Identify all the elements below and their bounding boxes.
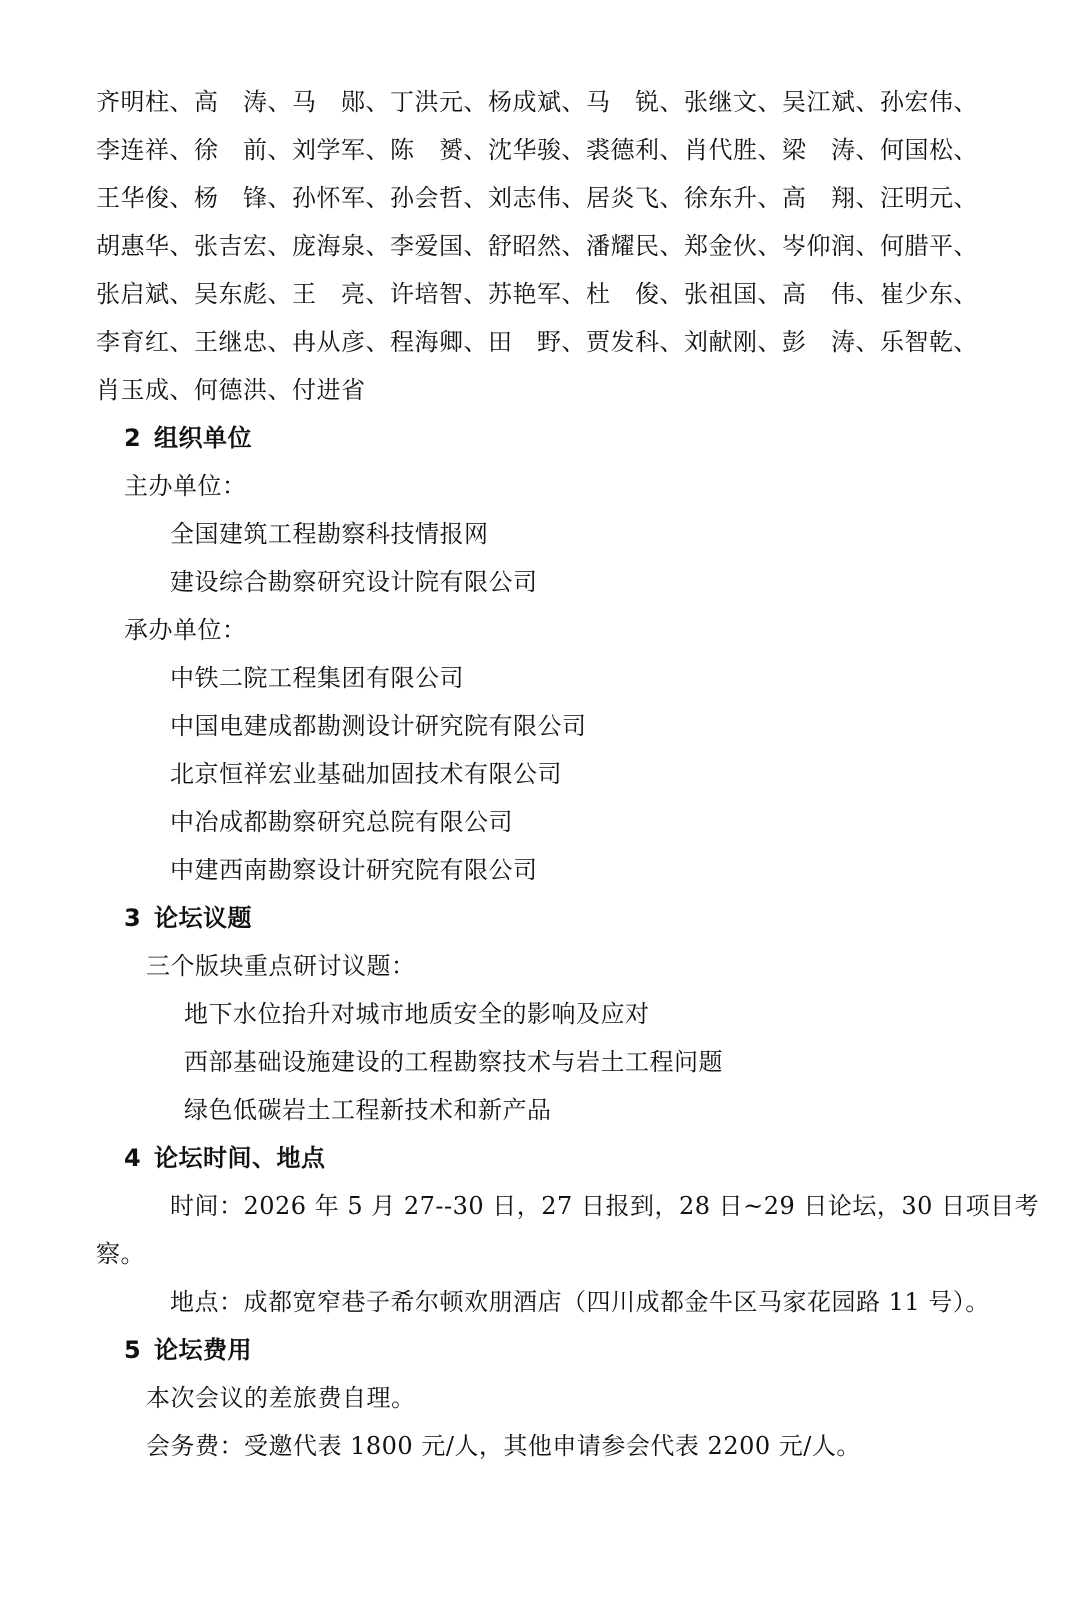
names-line: 齐明柱、高 涛、马 郧、丁洪元、杨成斌、马 锐、张继文、吴江斌、孙宏伟、	[96, 88, 978, 116]
section-number: 4	[124, 1144, 142, 1172]
organizer-item: 中铁二院工程集团有限公司	[170, 664, 464, 692]
names-line: 王华俊、杨 锋、孙怀军、孙会哲、刘志伟、居炎飞、徐东升、高 翔、汪明元、	[96, 184, 978, 212]
section-heading-topics	[124, 902, 252, 934]
names-line: 胡惠华、张吉宏、庞海泉、李爱国、舒昭然、潘耀民、郑金伙、岑仰润、何腊平、	[96, 232, 978, 260]
section-title: 论坛时间、地点	[154, 1144, 326, 1172]
section-number: 3	[124, 904, 142, 932]
section-heading-fees	[124, 1334, 252, 1366]
organizer-item: 中冶成都勘察研究总院有限公司	[170, 808, 513, 836]
section-number: 2	[124, 424, 142, 452]
organizer-item: 北京恒祥宏业基础加固技术有限公司	[170, 760, 562, 788]
place-line: 地点：成都宽窄巷子希尔顿欢朋酒店（四川成都金牛区马家花园路 11 号）。	[170, 1288, 990, 1316]
section-title: 组织单位	[154, 424, 252, 452]
host-label: 主办单位：	[124, 472, 247, 500]
topic-item: 绿色低碳岩土工程新技术和新产品	[184, 1096, 552, 1124]
host-item: 全国建筑工程勘察科技情报网	[170, 520, 489, 548]
time-line: 时间：2026 年 5 月 27--30 日，27 日报到，28 日~29 日论坛，30 日项目考	[170, 1192, 1040, 1220]
host-item: 建设综合勘察研究设计院有限公司	[170, 568, 538, 596]
section-number: 5	[124, 1336, 142, 1364]
names-line: 李连祥、徐 前、刘学军、陈 赟、沈华骏、裘德利、肖代胜、梁 涛、何国松、	[96, 136, 978, 164]
travel-cost-line: 本次会议的差旅费自理。	[146, 1384, 416, 1412]
topic-item: 地下水位抬升对城市地质安全的影响及应对	[184, 1000, 650, 1028]
section-heading-time-place	[124, 1142, 326, 1174]
names-line: 张启斌、吴东彪、王 亮、许培智、苏艳军、杜 俊、张祖国、高 伟、崔少东、	[96, 280, 978, 308]
conference-fee-line: 会务费：受邀代表 1800 元/人，其他申请参会代表 2200 元/人。	[146, 1432, 861, 1460]
section-title: 论坛议题	[154, 904, 252, 932]
names-line: 肖玉成、何德洪、付进省	[96, 376, 366, 404]
organizer-item: 中国电建成都勘测设计研究院有限公司	[170, 712, 587, 740]
section-heading-organizers	[124, 422, 252, 454]
topics-intro: 三个版块重点研讨议题：	[146, 952, 416, 980]
names-line: 李育红、王继忠、冉从彦、程海卿、田 野、贾发科、刘献刚、彭 涛、乐智乾、	[96, 328, 978, 356]
section-title: 论坛费用	[154, 1336, 252, 1364]
topic-item: 西部基础设施建设的工程勘察技术与岩土工程问题	[184, 1048, 723, 1076]
time-line-continued: 察。	[96, 1240, 145, 1268]
organizer-item: 中建西南勘察设计研究院有限公司	[170, 856, 538, 884]
organizer-label: 承办单位：	[124, 616, 247, 644]
